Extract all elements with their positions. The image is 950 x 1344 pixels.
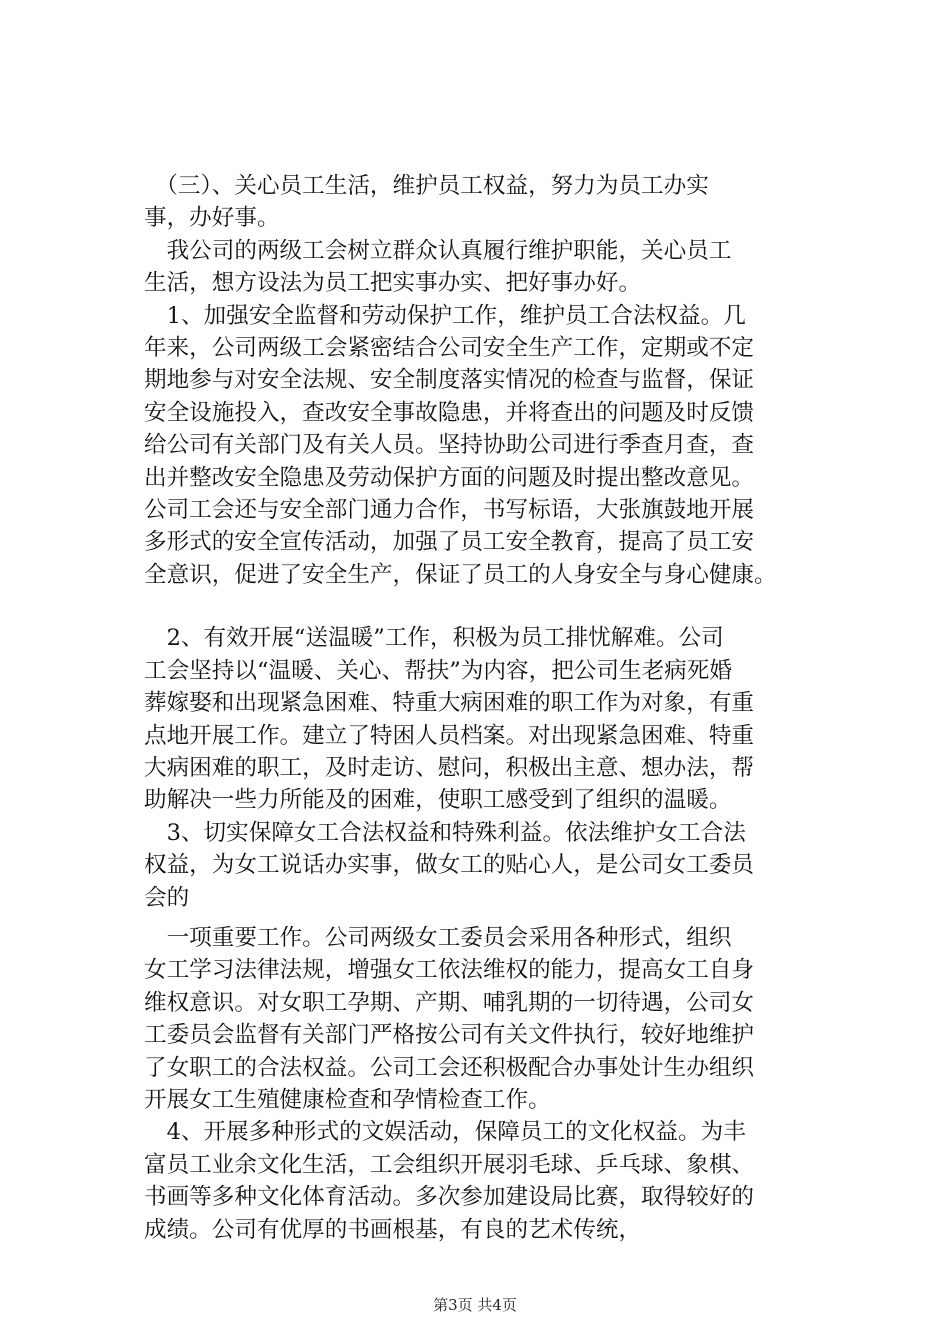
text-line: 多形式的安全宣传活动，加强了员工安全教育，提高了员工安 (144, 529, 755, 556)
text-line: 生活，想方设法为员工把实事办实、把好事办好。 (144, 270, 642, 297)
text-line: 给公司有关部门及有关人员。坚持协助公司进行季查月查，查 (144, 432, 755, 459)
document-body (144, 170, 844, 1246)
text-line: 书画等多种文化体育活动。多次参加建设局比赛，取得较好的 (144, 1184, 755, 1211)
text-line: 3、切实保障女工合法权益和特殊利益。依法维护女工合法 (144, 819, 746, 846)
text-line: 期地参与对安全法规、安全制度落实情况的检查与监督，保证 (144, 367, 755, 394)
text-line: 工会坚持以“温暖、关心、帮扶”为内容，把公司生老病死婚 (144, 657, 732, 684)
paragraph-spacer (144, 591, 844, 622)
text-line: 会的 (144, 884, 190, 911)
text-line: 大病困难的职工，及时走访、慰问，积极出主意、想办法，帮 (144, 754, 755, 781)
text-line: 成绩。公司有优厚的书画根基，有良的艺术传统， (144, 1216, 642, 1243)
text-line: 出并整改安全隐患及劳动保护方面的问题及时提出整改意见。 (144, 464, 755, 491)
text-line: 事，办好事。 (144, 205, 280, 232)
text-line: 工委员会监督有关部门严格按公司有关文件执行，较好地维护 (144, 1022, 755, 1049)
text-line: 了女职工的合法权益。公司工会还积极配合办事处计生办组织 (144, 1054, 755, 1081)
text-line: 开展女工生殖健康检查和孕情检查工作。 (144, 1086, 551, 1113)
page-number-footer: 第3页 共4页 (433, 1296, 517, 1314)
text-line: 我公司的两级工会树立群众认真履行维护职能，关心员工 (144, 237, 732, 264)
paragraph-spacer (144, 914, 844, 922)
text-line: 2、有效开展“送温暖”工作，积极为员工排忧解难。公司 (144, 625, 724, 652)
text-line: 点地开展工作。建立了特困人员档案。对出现紧急困难、特重 (144, 722, 755, 749)
text-line: 维权意识。对女职工孕期、产期、哺乳期的一切待遇，公司女 (144, 989, 755, 1016)
text-line: （三）、关心员工生活，维护员工权益，努力为员工办实 (144, 173, 709, 199)
text-line: 年来，公司两级工会紧密结合公司安全生产工作，定期或不定 (144, 335, 755, 362)
text-line: 全意识，促进了安全生产，保证了员工的人身安全与身心健康。 (144, 561, 777, 588)
text-line: 公司工会还与安全部门通力合作，书写标语，大张旗鼓地开展 (144, 497, 755, 524)
text-line: 一项重要工作。公司两级女工委员会采用各种形式，组织 (144, 924, 732, 951)
text-line: 1、加强安全监督和劳动保护工作，维护员工合法权益。几 (144, 302, 746, 329)
text-line: 女工学习法律法规，增强女工依法维权的能力，提高女工自身 (144, 957, 755, 984)
text-line: 权益，为女工说话办实事，做女工的贴心人，是公司女工委员 (144, 852, 755, 879)
text-line: 助解决一些力所能及的困难，使职工感受到了组织的温暖。 (144, 787, 732, 814)
text-line: 富员工业余文化生活，工会组织开展羽毛球、乒乓球、象棋、 (144, 1151, 755, 1178)
text-line: 葬嫁娶和出现紧急困难、特重大病困难的职工作为对象，有重 (144, 690, 755, 717)
text-line: 4、开展多种形式的文娱活动，保障员工的文化权益。为丰 (144, 1119, 746, 1146)
text-line: 安全设施投入，查改安全事故隐患，并将查出的问题及时反馈 (144, 399, 755, 426)
